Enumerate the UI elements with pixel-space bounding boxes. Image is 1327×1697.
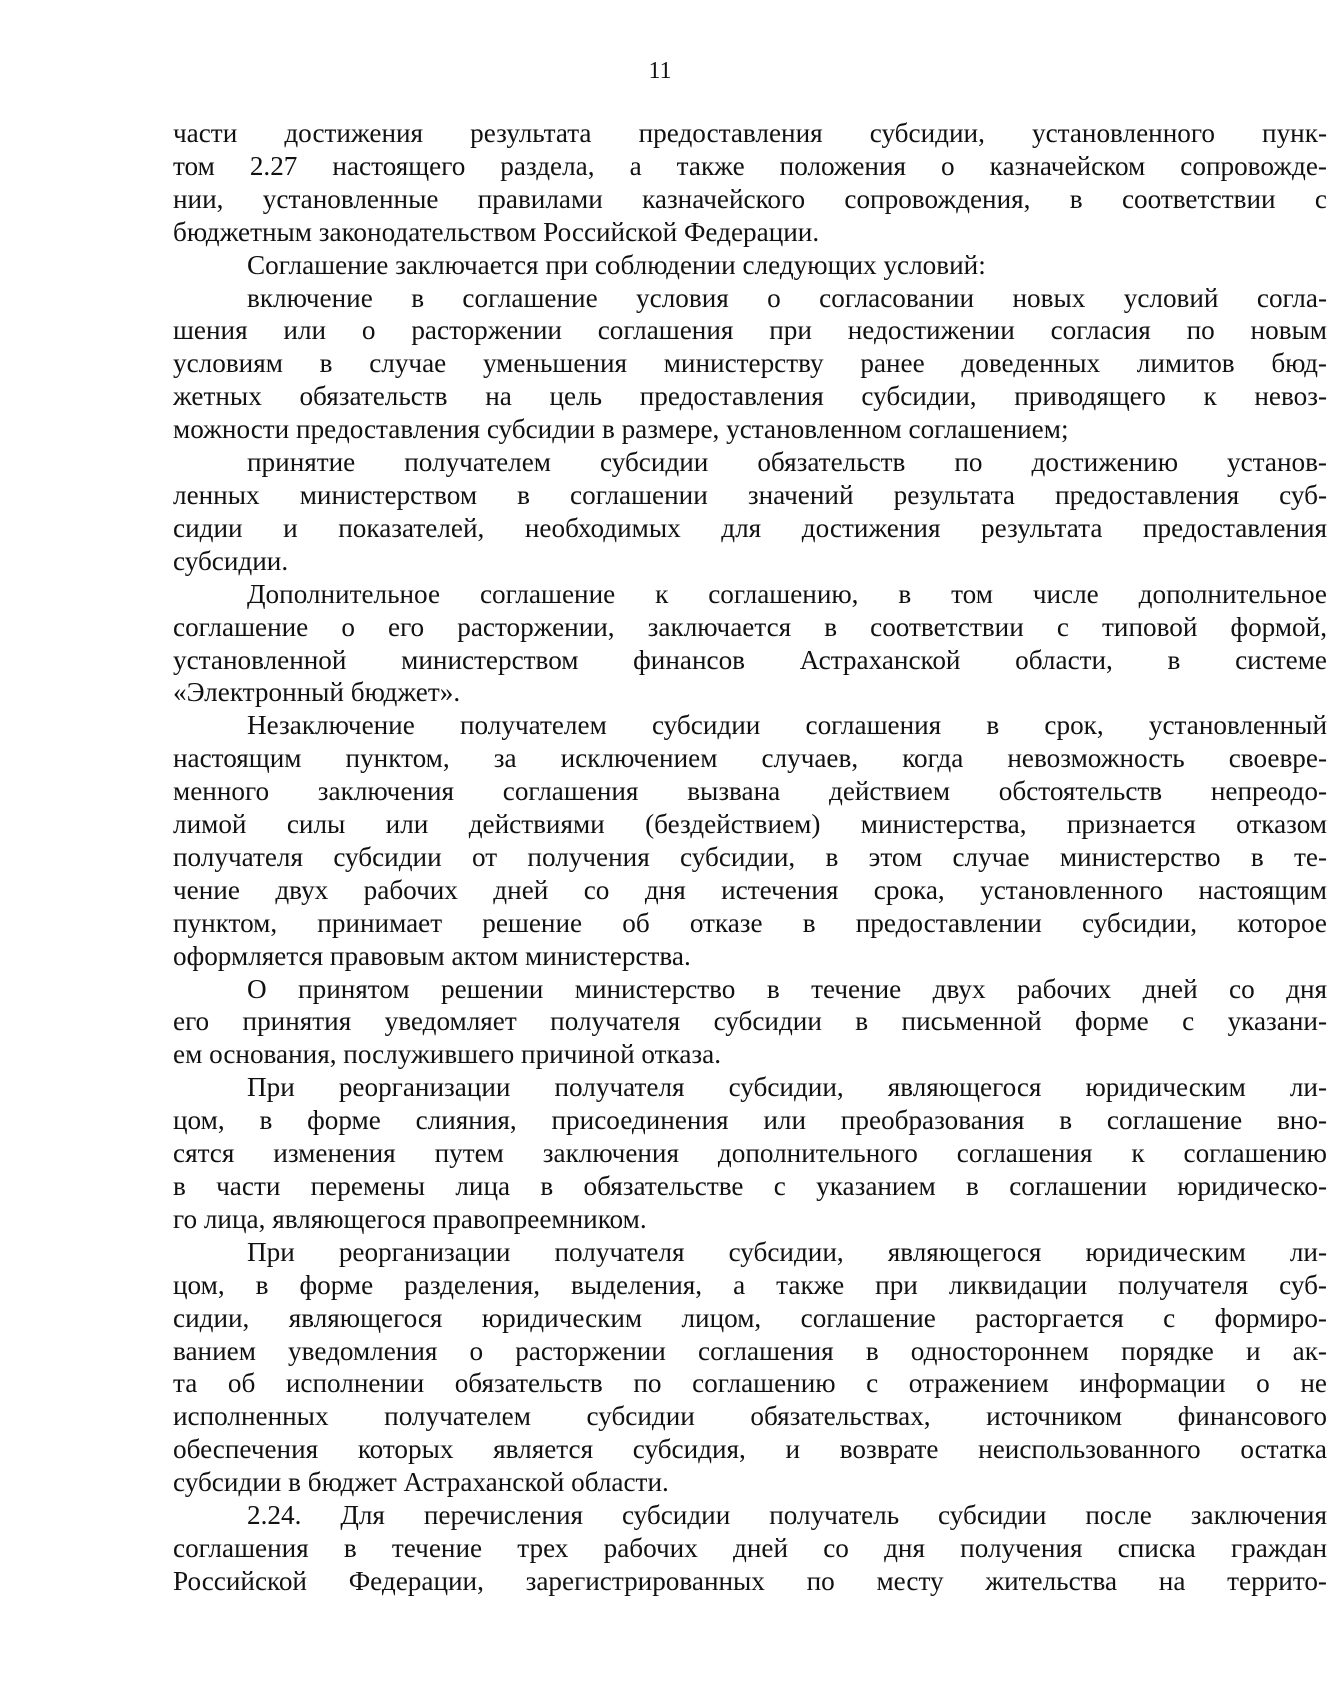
text-line: цом, в форме слияния, присоединения или преобразования в соглашение вно- <box>173 1105 1327 1136</box>
text-line: его принятия уведомляет получателя субсидии в письменной форме с указани- <box>173 1006 1327 1037</box>
text-line: сятся изменения путем заключения дополнительного соглашения к соглашению <box>173 1138 1327 1169</box>
paragraph <box>173 1071 1327 1236</box>
text-line: нии, установленные правилами казначейского сопровождения, в соответствии с <box>173 183 1327 214</box>
text-line: исполненных получателем субсидии обязательствах, источником финансового <box>173 1401 1327 1432</box>
text-line: части достижения результата предоставления субсидии, установленного пунк- <box>173 118 1327 148</box>
text-line: 2.24. Для перечисления субсидии получатель субсидии после заключения <box>247 1500 1327 1531</box>
text-line: Незаключение получателем субсидии соглашения в срок, установленный <box>247 710 1327 741</box>
text-line: «Электронный бюджет». <box>173 677 461 708</box>
text-line: ленных министерством в соглашении значений результата предоставления суб- <box>173 479 1327 510</box>
text-line: бюджетным законодательством Российской Федерации. <box>173 216 820 247</box>
paragraph <box>173 973 1327 1072</box>
text-line: шения или о расторжении соглашения при недостижении согласия по новым <box>173 315 1327 346</box>
text-line: получателя субсидии от получения субсидии, в этом случае министерство в те- <box>173 841 1327 872</box>
text-line: оформляется правовым актом министерства. <box>173 940 691 971</box>
text-line: жетных обязательств на цель предоставления субсидии, приводящего к невоз- <box>173 381 1327 412</box>
paragraph <box>173 249 1327 282</box>
paragraph <box>173 709 1327 972</box>
text-line: менного заключения соглашения вызвана действием обстоятельств непреодо- <box>173 776 1327 807</box>
paragraph <box>173 117 1327 249</box>
text-line: субсидии в бюджет Астраханской области. <box>173 1467 669 1498</box>
text-line: Дополнительное соглашение к соглашению, в том числе дополнительное <box>247 578 1327 609</box>
text-line: принятие получателем субсидии обязательств по достижению установ- <box>247 447 1327 478</box>
text-line: Соглашение заключается при соблюдении следующих условий: <box>247 249 986 280</box>
text-line: При реорганизации получателя субсидии, являющегося юридическим ли- <box>247 1236 1327 1267</box>
text-line: лимой силы или действиями (бездействием) министерства, признается отказом <box>173 809 1327 840</box>
paragraph <box>173 1499 1327 1598</box>
text-line: том 2.27 настоящего раздела, а также положения о казначейском сопровожде- <box>173 150 1327 181</box>
document-body <box>173 117 1327 1598</box>
text-line: сидии, являющегося юридическим лицом, соглашение расторгается с формиро- <box>173 1302 1327 1333</box>
text-line: Российской Федерации, зарегистрированных по месту жительства на террито- <box>173 1565 1327 1596</box>
paragraph <box>173 1236 1327 1499</box>
text-line: цом, в форме разделения, выделения, а также при ликвидации получателя суб- <box>173 1269 1327 1300</box>
text-line: соглашения в течение трех рабочих дней со дня получения списка граждан <box>173 1532 1327 1563</box>
text-line: го лица, являющегося правопреемником. <box>173 1203 647 1234</box>
text-line: субсидии. <box>173 545 289 576</box>
text-line: ем основания, послужившего причиной отказа. <box>173 1039 722 1070</box>
text-line: включение в соглашение условия о согласовании новых условий согла- <box>247 282 1327 313</box>
text-line: можности предоставления субсидии в размере, установленном соглашением; <box>173 414 1069 445</box>
text-line: та об исполнении обязательств по соглашению с отражением информации о не <box>173 1368 1327 1399</box>
text-line: обеспечения которых является субсидия, и возврате неиспользованного остатка <box>173 1434 1327 1465</box>
paragraph <box>173 446 1327 578</box>
paragraph <box>173 578 1327 710</box>
text-line: О принятом решении министерство в течение двух рабочих дней со дня <box>247 973 1327 1004</box>
page-number: 11 <box>648 58 672 84</box>
text-line: установленной министерством финансов Астраханской области, в системе <box>173 644 1327 675</box>
text-line: в части перемены лица в обязательстве с указанием в соглашении юридическо- <box>173 1171 1327 1201</box>
text-line: пунктом, принимает решение об отказе в предоставлении субсидии, которое <box>173 907 1327 938</box>
text-line: настоящим пунктом, за исключением случаев, когда невозможность своевре- <box>173 743 1327 774</box>
text-line: При реорганизации получателя субсидии, являющегося юридическим ли- <box>247 1072 1327 1103</box>
paragraph <box>173 282 1327 447</box>
text-line: ванием уведомления о расторжении соглашения в одностороннем порядке и ак- <box>173 1335 1327 1366</box>
text-line: соглашение о его расторжении, заключается в соответствии с типовой формой, <box>173 611 1327 642</box>
text-line: условиям в случае уменьшения министерству ранее доведенных лимитов бюд- <box>173 348 1327 379</box>
text-line: чение двух рабочих дней со дня истечения срока, установленного настоящим <box>173 874 1327 905</box>
text-line: сидии и показателей, необходимых для достижения результата предоставления <box>173 512 1327 543</box>
